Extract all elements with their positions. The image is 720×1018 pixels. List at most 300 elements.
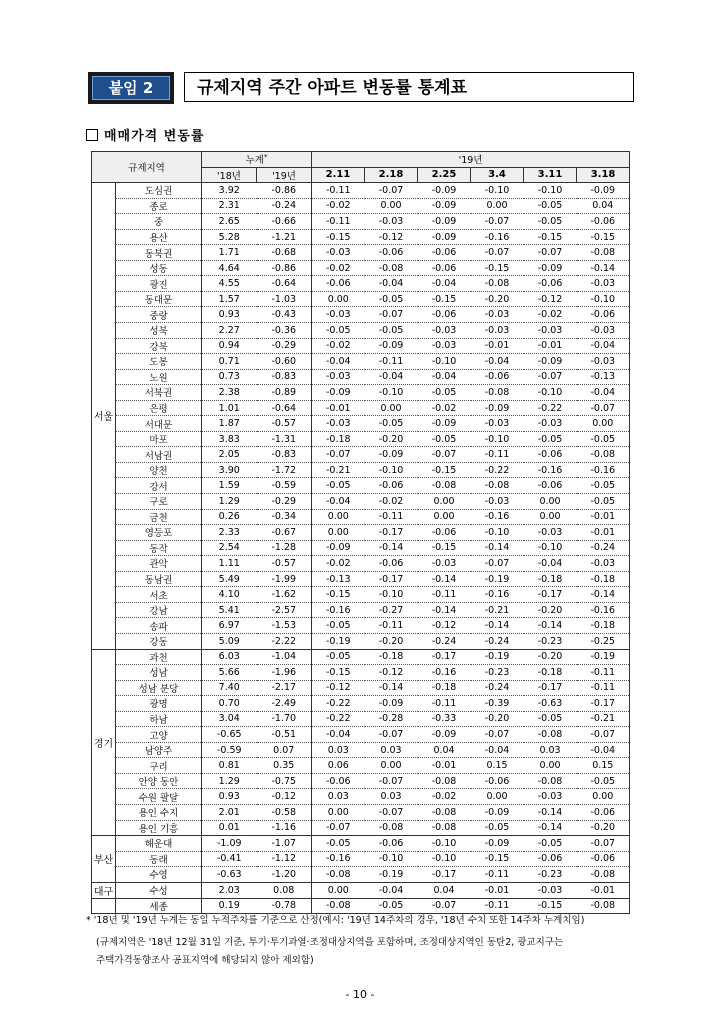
region-name: 용산 — [116, 229, 202, 245]
table-row — [92, 742, 630, 758]
table-row — [92, 198, 630, 214]
value-cell: 0.00 — [365, 400, 418, 416]
table-row — [92, 214, 630, 230]
value-cell: -0.11 — [577, 680, 630, 696]
value-cell: -0.07 — [471, 556, 524, 572]
value-cell: -0.08 — [471, 478, 524, 494]
region-name: 도봉 — [116, 354, 202, 370]
value-cell: -0.03 — [312, 369, 365, 385]
value-cell: -0.02 — [312, 338, 365, 354]
value-cell: -0.19 — [471, 571, 524, 587]
value-cell: -0.19 — [312, 633, 365, 649]
table-row — [92, 291, 630, 307]
region-name: 도심권 — [116, 183, 202, 199]
value-cell: -0.01 — [471, 882, 524, 898]
value-cell: -1.96 — [257, 665, 312, 681]
region-name: 마포 — [116, 431, 202, 447]
header-region: 규제지역 — [92, 152, 202, 183]
value-cell: -0.15 — [418, 540, 471, 556]
value-cell: -0.51 — [257, 727, 312, 743]
value-cell: -0.05 — [577, 494, 630, 510]
value-cell: -0.03 — [418, 338, 471, 354]
value-cell: -1.07 — [257, 836, 312, 852]
section-title: 매매가격 변동률 — [104, 129, 205, 144]
value-cell: -0.10 — [365, 462, 418, 478]
header-week: 2.11 — [312, 167, 365, 183]
value-cell: -0.20 — [577, 820, 630, 836]
value-cell: -0.05 — [524, 836, 577, 852]
table-row — [92, 587, 630, 603]
value-cell: -0.12 — [365, 229, 418, 245]
value-cell: -0.86 — [257, 183, 312, 199]
table-row — [92, 400, 630, 416]
value-cell: -0.09 — [365, 447, 418, 463]
group-label: 부산 — [92, 836, 116, 883]
value-cell: 5.28 — [202, 229, 257, 245]
value-cell: -0.08 — [418, 804, 471, 820]
table-row — [92, 245, 630, 261]
value-cell: -0.05 — [312, 618, 365, 634]
value-cell: -0.03 — [365, 214, 418, 230]
value-cell: 2.54 — [202, 540, 257, 556]
value-cell: 0.94 — [202, 338, 257, 354]
header-cumulative — [202, 152, 312, 168]
value-cell: -0.15 — [418, 462, 471, 478]
table-row — [92, 229, 630, 245]
value-cell: -0.11 — [365, 509, 418, 525]
region-name: 중 — [116, 214, 202, 230]
value-cell: -0.09 — [418, 214, 471, 230]
value-cell: 0.03 — [312, 742, 365, 758]
value-cell: -0.17 — [577, 696, 630, 712]
value-cell: -0.08 — [365, 260, 418, 276]
value-cell: -0.15 — [524, 229, 577, 245]
table-row — [92, 618, 630, 634]
value-cell: -0.04 — [312, 727, 365, 743]
header-week: 3.11 — [524, 167, 577, 183]
value-cell: -0.09 — [365, 338, 418, 354]
value-cell: -0.05 — [365, 323, 418, 339]
value-cell: 0.01 — [202, 820, 257, 836]
value-cell: -0.07 — [365, 773, 418, 789]
value-cell: -0.75 — [257, 773, 312, 789]
value-cell: -0.03 — [312, 245, 365, 261]
value-cell: -0.12 — [312, 680, 365, 696]
value-cell: -1.16 — [257, 820, 312, 836]
value-cell: -0.24 — [471, 680, 524, 696]
region-name: 성남 분당 — [116, 680, 202, 696]
value-cell: -0.07 — [312, 820, 365, 836]
table-row — [92, 525, 630, 541]
value-cell: -0.19 — [577, 649, 630, 665]
value-cell: -0.57 — [257, 556, 312, 572]
value-cell: -0.02 — [312, 260, 365, 276]
table-row — [92, 416, 630, 432]
document-title: 규제지역 주간 아파트 변동률 통계표 — [184, 72, 634, 102]
table-row — [92, 804, 630, 820]
value-cell: 0.73 — [202, 369, 257, 385]
value-cell: -0.15 — [312, 229, 365, 245]
table-row — [92, 431, 630, 447]
value-cell: -0.34 — [257, 509, 312, 525]
value-cell: -2.57 — [257, 602, 312, 618]
value-cell: -0.22 — [471, 462, 524, 478]
value-cell: 5.41 — [202, 602, 257, 618]
value-cell: -0.16 — [577, 462, 630, 478]
region-name: 양천 — [116, 462, 202, 478]
value-cell: -0.06 — [418, 525, 471, 541]
value-cell: -0.07 — [471, 727, 524, 743]
value-cell: 0.00 — [418, 509, 471, 525]
region-name: 고양 — [116, 727, 202, 743]
table-row — [92, 494, 630, 510]
value-cell: -0.09 — [418, 727, 471, 743]
value-cell: -0.02 — [524, 307, 577, 323]
table-row — [92, 867, 630, 883]
region-name: 서북권 — [116, 385, 202, 401]
value-cell: -0.05 — [524, 431, 577, 447]
value-cell: -0.07 — [524, 369, 577, 385]
value-cell: -0.08 — [418, 773, 471, 789]
value-cell: -0.36 — [257, 323, 312, 339]
region-name: 동북권 — [116, 245, 202, 261]
value-cell: -0.06 — [524, 276, 577, 292]
value-cell: -0.64 — [257, 400, 312, 416]
value-cell: 3.04 — [202, 711, 257, 727]
value-cell: -0.18 — [524, 665, 577, 681]
value-cell: -0.14 — [365, 680, 418, 696]
value-cell: -0.07 — [418, 898, 471, 914]
value-cell: -0.06 — [577, 307, 630, 323]
table-row — [92, 540, 630, 556]
attachment-badge-label: 붙임 2 — [92, 76, 170, 100]
value-cell: -0.16 — [524, 462, 577, 478]
header-week: 2.25 — [418, 167, 471, 183]
header-year-19: '19년 — [312, 152, 630, 168]
value-cell: -0.04 — [312, 494, 365, 510]
value-cell: 1.29 — [202, 773, 257, 789]
value-cell: -0.11 — [471, 447, 524, 463]
value-cell: -0.08 — [524, 727, 577, 743]
value-cell: -0.04 — [471, 354, 524, 370]
table-row — [92, 183, 630, 199]
value-cell: 4.55 — [202, 276, 257, 292]
value-cell: -0.20 — [524, 649, 577, 665]
value-cell: 0.93 — [202, 307, 257, 323]
value-cell: -0.24 — [471, 633, 524, 649]
value-cell: -0.16 — [312, 602, 365, 618]
value-cell: 0.00 — [312, 804, 365, 820]
value-cell: -0.08 — [524, 773, 577, 789]
region-name: 남양주 — [116, 742, 202, 758]
value-cell: -0.59 — [202, 742, 257, 758]
value-cell: 6.03 — [202, 649, 257, 665]
value-cell: -0.18 — [365, 649, 418, 665]
value-cell: 2.03 — [202, 882, 257, 898]
value-cell: 0.00 — [524, 509, 577, 525]
value-cell: -0.06 — [312, 773, 365, 789]
value-cell: 0.15 — [577, 758, 630, 774]
value-cell: -1.31 — [257, 431, 312, 447]
value-cell: 0.15 — [471, 758, 524, 774]
region-name: 서대문 — [116, 416, 202, 432]
value-cell: -0.08 — [365, 820, 418, 836]
value-cell: -0.15 — [471, 260, 524, 276]
table-row — [92, 478, 630, 494]
value-cell: -1.04 — [257, 649, 312, 665]
value-cell: 3.92 — [202, 183, 257, 199]
value-cell: -0.04 — [365, 276, 418, 292]
value-cell: -0.11 — [365, 618, 418, 634]
value-cell: -0.83 — [257, 369, 312, 385]
value-cell: 0.00 — [577, 789, 630, 805]
value-cell: -0.01 — [471, 338, 524, 354]
value-cell: -1.03 — [257, 291, 312, 307]
value-cell: 0.04 — [577, 198, 630, 214]
value-cell: -0.03 — [524, 525, 577, 541]
region-name: 중랑 — [116, 307, 202, 323]
value-cell: 0.00 — [312, 509, 365, 525]
value-cell: -0.06 — [471, 773, 524, 789]
region-name: 구리 — [116, 758, 202, 774]
value-cell: 4.10 — [202, 587, 257, 603]
value-cell: -0.18 — [312, 431, 365, 447]
value-cell: -0.17 — [365, 525, 418, 541]
value-cell: 2.31 — [202, 198, 257, 214]
header-week: 3.4 — [471, 167, 524, 183]
value-cell: -1.62 — [257, 587, 312, 603]
value-cell: -0.23 — [471, 665, 524, 681]
value-cell: 2.27 — [202, 323, 257, 339]
value-cell: 7.40 — [202, 680, 257, 696]
region-name: 종로 — [116, 198, 202, 214]
table-row — [92, 447, 630, 463]
value-cell: -0.27 — [365, 602, 418, 618]
value-cell: -0.09 — [471, 836, 524, 852]
table-row — [92, 571, 630, 587]
value-cell: -0.21 — [471, 602, 524, 618]
table-row — [92, 773, 630, 789]
value-cell: 0.03 — [312, 789, 365, 805]
region-name: 동작 — [116, 540, 202, 556]
value-cell: -0.43 — [257, 307, 312, 323]
value-cell: -0.13 — [312, 571, 365, 587]
value-cell: -0.07 — [365, 727, 418, 743]
value-cell: 3.83 — [202, 431, 257, 447]
region-name: 영등포 — [116, 525, 202, 541]
value-cell: -0.10 — [524, 540, 577, 556]
value-cell: -0.05 — [418, 431, 471, 447]
region-name: 하남 — [116, 711, 202, 727]
value-cell: -0.04 — [418, 276, 471, 292]
value-cell: -0.10 — [418, 354, 471, 370]
value-cell: -0.06 — [524, 478, 577, 494]
value-cell: -2.22 — [257, 633, 312, 649]
value-cell: -0.03 — [471, 494, 524, 510]
value-cell: 0.00 — [365, 198, 418, 214]
footnote-2: (규제지역은 '18년 12월 31일 기준, 투기·투기과열·조정대상지역을 포함하며, 조정대상지역인 동탄2, 광교지구는 — [96, 937, 564, 948]
table-row — [92, 851, 630, 867]
value-cell: -0.06 — [577, 851, 630, 867]
value-cell: -0.04 — [471, 742, 524, 758]
header — [88, 72, 636, 104]
value-cell: -0.09 — [418, 416, 471, 432]
value-cell: 0.00 — [577, 416, 630, 432]
table-row — [92, 307, 630, 323]
region-name: 동래 — [116, 851, 202, 867]
value-cell: -0.06 — [418, 260, 471, 276]
value-cell: -0.03 — [312, 307, 365, 323]
value-cell: -0.10 — [524, 183, 577, 199]
value-cell: -0.41 — [202, 851, 257, 867]
value-cell: -0.15 — [418, 291, 471, 307]
value-cell: -1.70 — [257, 711, 312, 727]
region-name: 수영 — [116, 867, 202, 883]
value-cell: -0.05 — [365, 416, 418, 432]
value-cell: -0.06 — [365, 836, 418, 852]
region-name: 성남 — [116, 665, 202, 681]
section-heading — [86, 125, 204, 144]
value-cell: 5.09 — [202, 633, 257, 649]
value-cell: -0.06 — [365, 245, 418, 261]
value-cell: -0.08 — [312, 867, 365, 883]
value-cell: -0.07 — [524, 245, 577, 261]
region-name: 구로 — [116, 494, 202, 510]
value-cell: -0.63 — [524, 696, 577, 712]
value-cell: -0.25 — [577, 633, 630, 649]
value-cell: -0.05 — [312, 649, 365, 665]
table-row — [92, 649, 630, 665]
value-cell: 1.01 — [202, 400, 257, 416]
value-cell: -0.17 — [524, 680, 577, 696]
value-cell: -1.53 — [257, 618, 312, 634]
table-row — [92, 680, 630, 696]
value-cell: -0.15 — [312, 665, 365, 681]
value-cell: -0.02 — [418, 789, 471, 805]
value-cell: -0.63 — [202, 867, 257, 883]
value-cell: -0.66 — [257, 214, 312, 230]
value-cell: -0.07 — [365, 307, 418, 323]
value-cell: -0.08 — [577, 447, 630, 463]
value-cell: -0.14 — [524, 804, 577, 820]
region-name: 강서 — [116, 478, 202, 494]
attachment-badge — [88, 72, 174, 104]
table-row — [92, 462, 630, 478]
value-cell: -0.22 — [312, 696, 365, 712]
value-cell: -0.11 — [471, 898, 524, 914]
value-cell: -0.20 — [524, 602, 577, 618]
value-cell: -0.05 — [524, 711, 577, 727]
value-cell: -0.09 — [577, 183, 630, 199]
header-cum-19: '19년 — [257, 167, 312, 183]
value-cell: -0.21 — [312, 462, 365, 478]
value-cell: -0.07 — [365, 804, 418, 820]
value-cell: -0.18 — [577, 618, 630, 634]
value-cell: -0.03 — [471, 416, 524, 432]
value-cell: -0.06 — [577, 214, 630, 230]
value-cell: -0.68 — [257, 245, 312, 261]
group-label: 경기 — [92, 649, 116, 836]
value-cell: -0.03 — [312, 416, 365, 432]
table-row — [92, 696, 630, 712]
value-cell: -0.22 — [312, 711, 365, 727]
value-cell: -0.07 — [577, 836, 630, 852]
value-cell: -0.03 — [577, 323, 630, 339]
value-cell: 2.01 — [202, 804, 257, 820]
value-cell: -0.14 — [418, 602, 471, 618]
value-cell: -0.10 — [471, 183, 524, 199]
value-cell: 2.65 — [202, 214, 257, 230]
value-cell: -0.04 — [577, 338, 630, 354]
table-row — [92, 789, 630, 805]
region-name: 안양 동안 — [116, 773, 202, 789]
value-cell: -0.02 — [418, 400, 471, 416]
value-cell: -0.05 — [365, 898, 418, 914]
value-cell: -0.15 — [524, 898, 577, 914]
table-row — [92, 369, 630, 385]
table-row — [92, 665, 630, 681]
value-cell: -0.18 — [418, 680, 471, 696]
value-cell: -0.20 — [471, 291, 524, 307]
value-cell: 4.64 — [202, 260, 257, 276]
header-week: 2.18 — [365, 167, 418, 183]
value-cell: -0.10 — [418, 836, 471, 852]
footnote-3: 주택가격동향조사 공표지역에 해당되지 않아 제외함) — [96, 955, 314, 966]
value-cell: -0.07 — [577, 400, 630, 416]
value-cell: -0.14 — [418, 571, 471, 587]
value-cell: -0.24 — [257, 198, 312, 214]
value-cell: 0.04 — [418, 882, 471, 898]
value-cell: -0.10 — [471, 525, 524, 541]
value-cell: -0.01 — [524, 338, 577, 354]
value-cell: -0.65 — [202, 727, 257, 743]
value-cell: -0.10 — [365, 385, 418, 401]
value-cell: -1.28 — [257, 540, 312, 556]
header-cumulative-label: 누계 — [245, 155, 264, 167]
value-cell: -1.09 — [202, 836, 257, 852]
value-cell: 0.00 — [524, 758, 577, 774]
value-cell: -0.14 — [524, 618, 577, 634]
value-cell: 0.04 — [418, 742, 471, 758]
table-row — [92, 633, 630, 649]
value-cell: 0.03 — [365, 742, 418, 758]
value-cell: -0.07 — [471, 214, 524, 230]
region-name: 서초 — [116, 587, 202, 603]
region-name: 강북 — [116, 338, 202, 354]
value-cell: -0.08 — [312, 898, 365, 914]
region-name: 성동 — [116, 260, 202, 276]
value-cell: -0.03 — [524, 323, 577, 339]
price-change-table — [91, 151, 630, 914]
region-name: 광진 — [116, 276, 202, 292]
value-cell: -0.12 — [365, 665, 418, 681]
value-cell: -0.16 — [577, 602, 630, 618]
value-cell: -0.06 — [471, 369, 524, 385]
value-cell: -0.12 — [524, 291, 577, 307]
region-name: 동대문 — [116, 291, 202, 307]
value-cell: -0.09 — [524, 354, 577, 370]
table-row — [92, 556, 630, 572]
value-cell: 0.00 — [524, 494, 577, 510]
value-cell: -1.72 — [257, 462, 312, 478]
value-cell: -0.02 — [312, 198, 365, 214]
table-row — [92, 385, 630, 401]
table-row — [92, 758, 630, 774]
value-cell: 0.00 — [312, 291, 365, 307]
value-cell: -0.07 — [577, 727, 630, 743]
value-cell: -0.04 — [577, 385, 630, 401]
value-cell: -0.10 — [577, 291, 630, 307]
